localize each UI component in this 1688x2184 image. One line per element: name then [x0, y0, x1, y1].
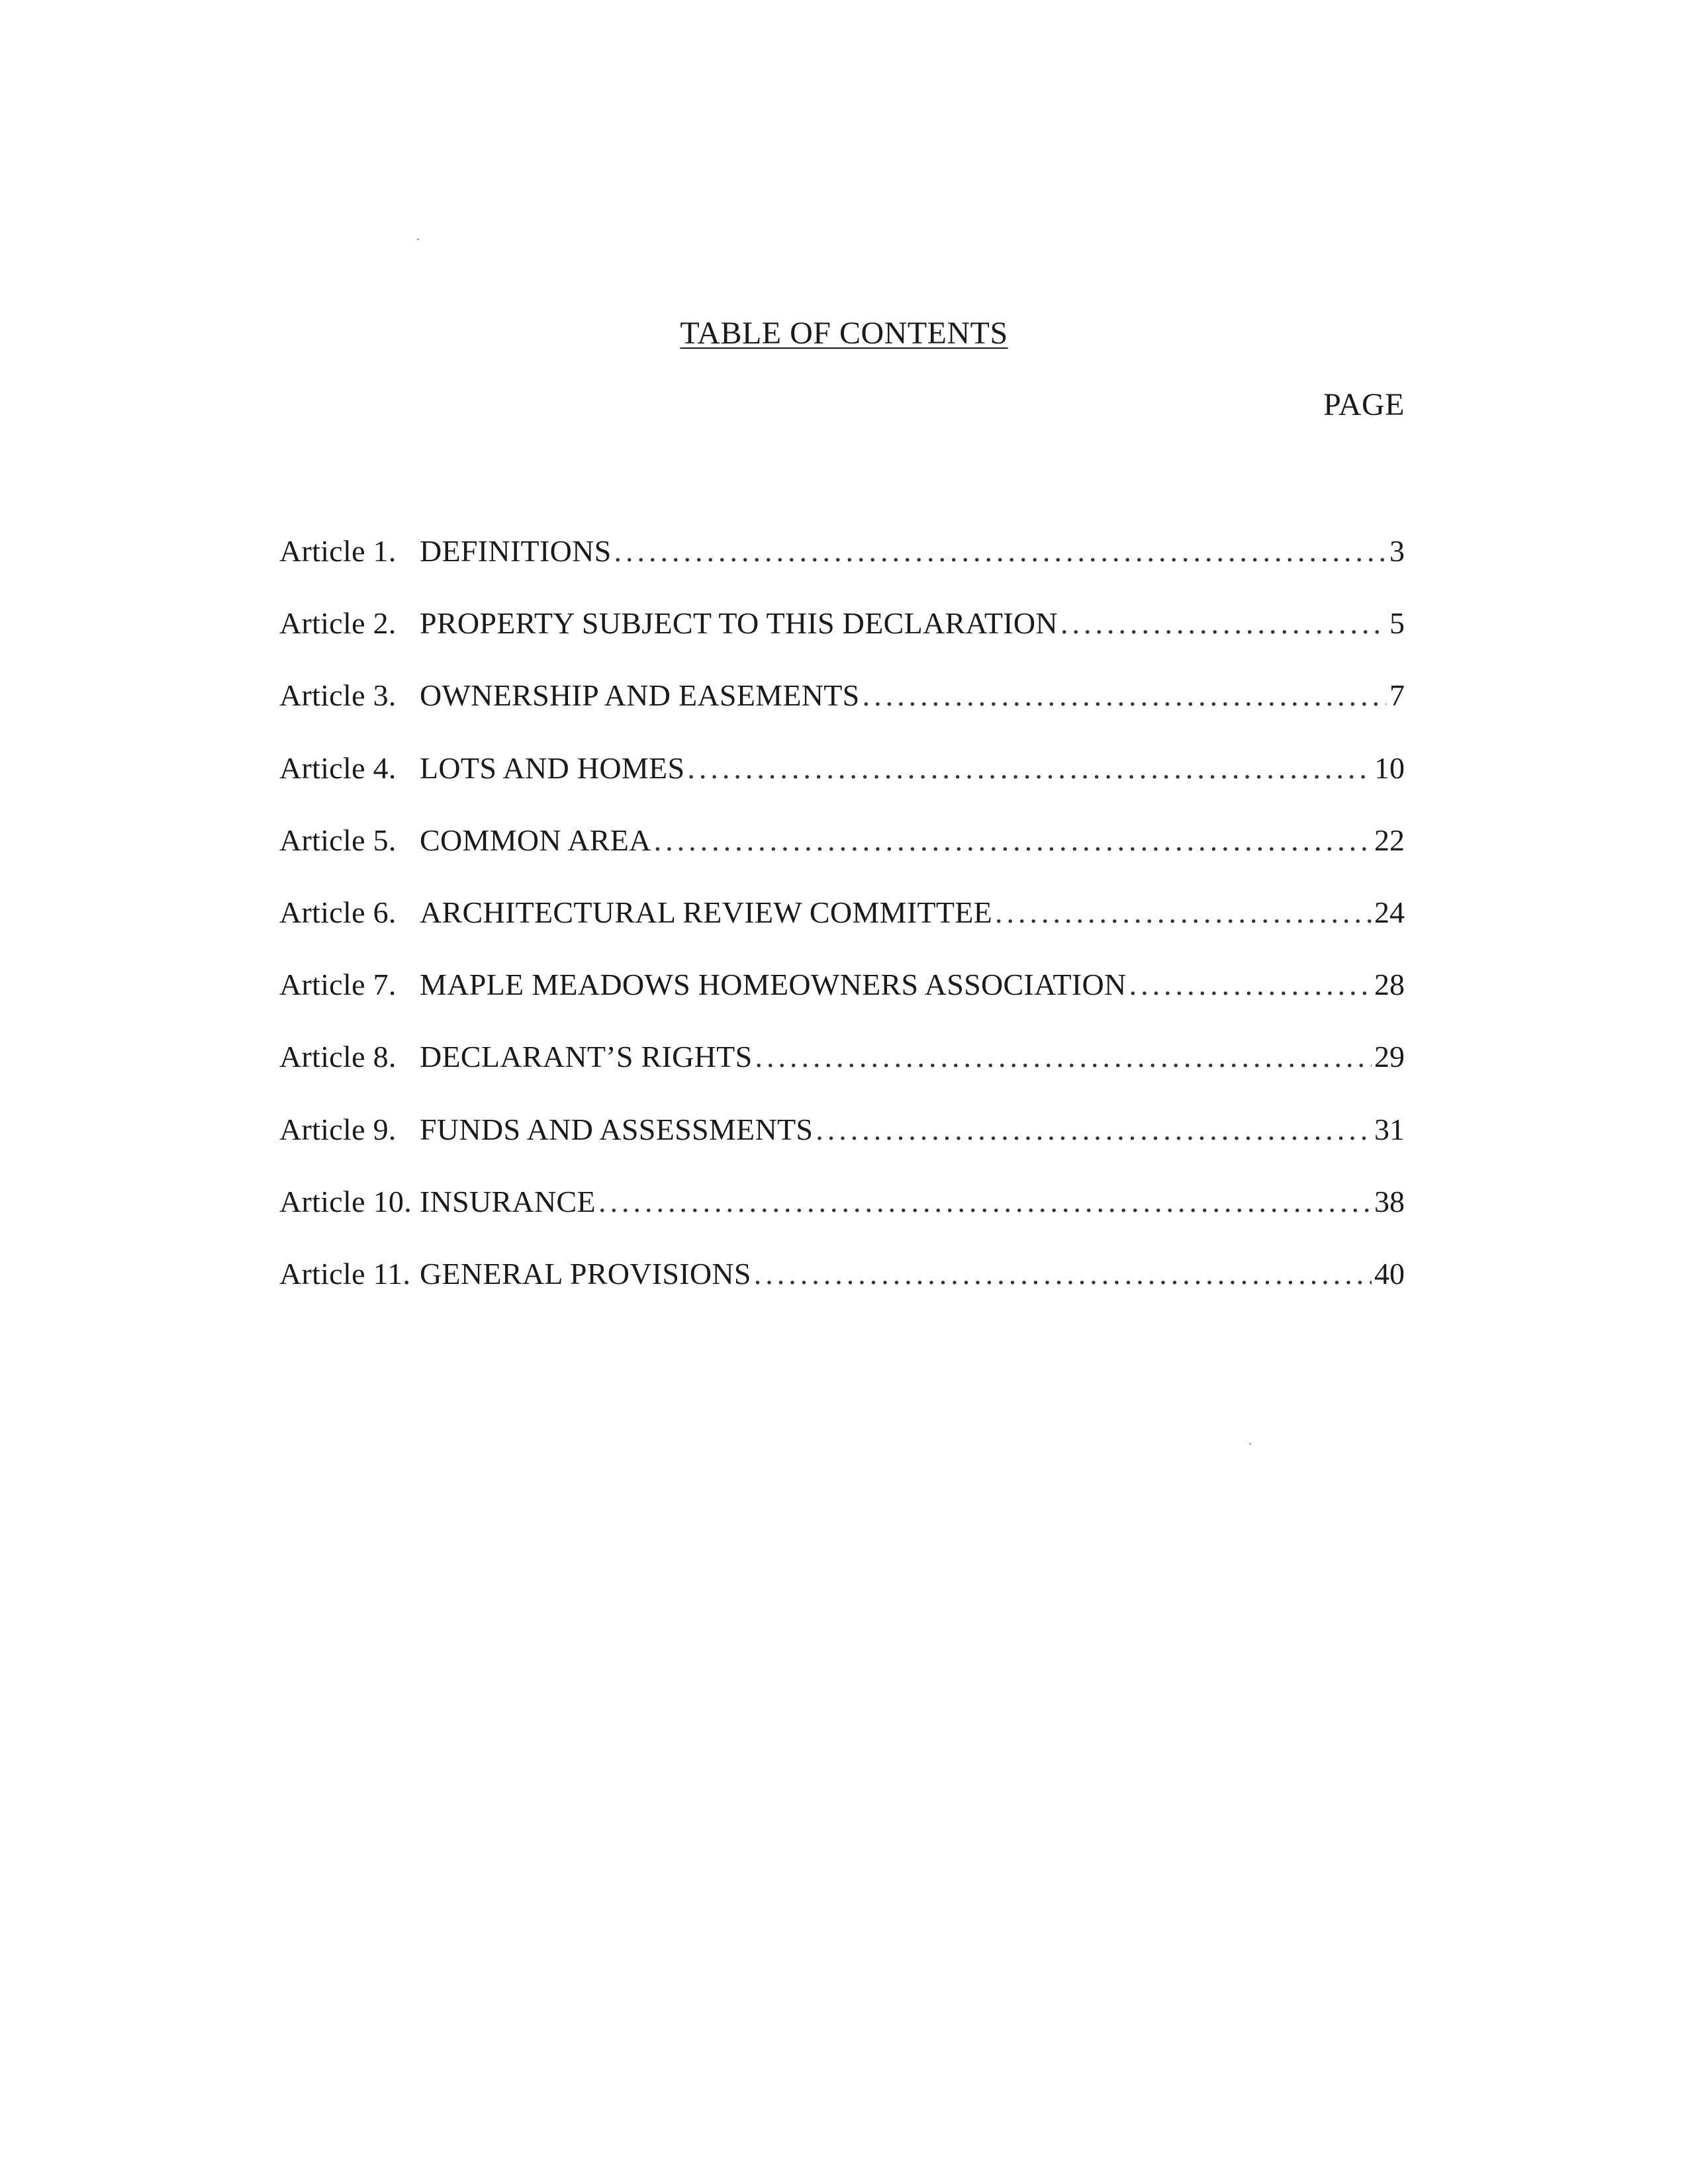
toc-article-heading: DECLARANT’S RIGHTS — [420, 1040, 753, 1074]
toc-page-number: 24 — [1374, 895, 1405, 929]
toc-page-number: 10 — [1374, 751, 1405, 785]
toc-list — [279, 533, 1405, 1328]
toc-page-number: 31 — [1374, 1112, 1405, 1146]
toc-entry — [279, 533, 1405, 606]
dot-leader — [754, 1256, 1372, 1291]
dot-leader — [816, 1112, 1372, 1147]
toc-article-heading: MAPLE MEADOWS HOMEOWNERS ASSOCIATION — [420, 968, 1127, 1002]
toc-entry — [279, 967, 1405, 1039]
scan-speck — [1249, 1443, 1251, 1445]
toc-article-number: Article 3. — [279, 678, 397, 713]
dot-leader — [1129, 967, 1372, 1002]
toc-page-number: 22 — [1374, 823, 1405, 857]
toc-page-number: 7 — [1389, 678, 1405, 713]
toc-entry — [279, 678, 1405, 750]
dot-leader — [598, 1184, 1372, 1219]
toc-article-number: Article 9. — [279, 1112, 397, 1146]
toc-page-number: 40 — [1374, 1256, 1405, 1291]
page-column-label: PAGE — [1323, 387, 1405, 422]
dot-leader — [755, 1039, 1372, 1074]
toc-entry — [279, 823, 1405, 895]
toc-title: TABLE OF CONTENTS — [680, 316, 1008, 351]
toc-article-number: Article 7. — [279, 968, 397, 1002]
dot-leader — [863, 678, 1386, 713]
toc-article-number: Article 1. — [279, 534, 397, 568]
toc-page-number: 5 — [1389, 606, 1405, 641]
toc-article-heading: LOTS AND HOMES — [420, 751, 685, 785]
scan-speck — [417, 238, 419, 240]
toc-article-heading: INSURANCE — [420, 1184, 596, 1218]
toc-article-heading: FUNDS AND ASSESSMENTS — [420, 1112, 814, 1146]
toc-entry — [279, 751, 1405, 823]
toc-article-heading: PROPERTY SUBJECT TO THIS DECLARATION — [420, 606, 1058, 641]
toc-page-number: 38 — [1374, 1184, 1405, 1218]
toc-article-number: Article 2. — [279, 606, 397, 641]
toc-entry — [279, 1256, 1405, 1328]
toc-entry — [279, 1184, 1405, 1256]
dot-leader — [614, 533, 1387, 569]
toc-page-number: 3 — [1389, 534, 1405, 568]
toc-article-heading: COMMON AREA — [420, 823, 651, 857]
toc-article-number: Article 10. — [279, 1184, 412, 1218]
toc-entry — [279, 606, 1405, 678]
toc-article-number: Article 6. — [279, 895, 397, 929]
toc-article-number: Article 5. — [279, 823, 397, 857]
toc-article-number: Article 11. — [279, 1256, 411, 1291]
toc-page-number: 29 — [1374, 1040, 1405, 1074]
toc-article-heading: DEFINITIONS — [420, 534, 612, 568]
toc-entry — [279, 1112, 1405, 1184]
toc-article-heading: GENERAL PROVISIONS — [420, 1256, 751, 1291]
toc-entry — [279, 1039, 1405, 1111]
toc-article-heading: ARCHITECTURAL REVIEW COMMITTEE — [420, 895, 993, 929]
toc-page-number: 28 — [1374, 968, 1405, 1002]
dot-leader — [995, 895, 1372, 930]
toc-article-number: Article 8. — [279, 1040, 397, 1074]
dot-leader — [687, 751, 1372, 786]
dot-leader — [1060, 606, 1386, 641]
toc-article-number: Article 4. — [279, 751, 397, 785]
toc-entry — [279, 895, 1405, 967]
dot-leader — [654, 823, 1372, 858]
toc-article-heading: OWNERSHIP AND EASEMENTS — [420, 678, 860, 713]
